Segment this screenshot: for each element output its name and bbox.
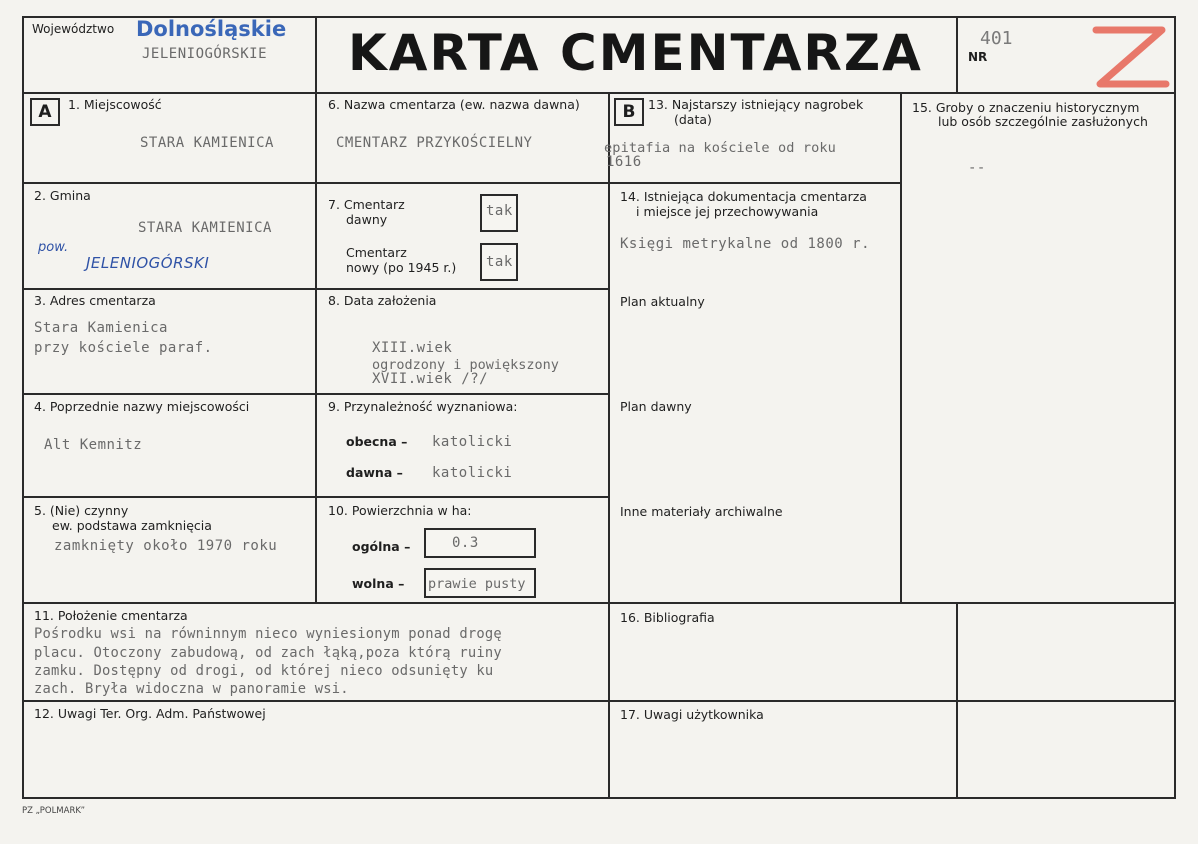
field-7-label: 7. Cmentarz xyxy=(328,197,405,212)
field-2-value: STARA KAMIENICA xyxy=(138,220,272,236)
field-11-line2: placu. Otoczony zabudową, od zach łąką,poza którą ruiny xyxy=(34,645,502,661)
field-8-label: 8. Data założenia xyxy=(328,293,437,308)
field-8-line1: XIII.wiek xyxy=(372,340,453,356)
row-line-3 xyxy=(22,393,610,395)
field-10-label: 10. Powierzchnia w ha: xyxy=(328,503,472,518)
red-z-mark xyxy=(1086,24,1172,92)
col-div-4 xyxy=(956,602,958,798)
row-line-1 xyxy=(22,182,610,184)
col-div-2 xyxy=(608,92,610,798)
field-2-hand-prefix: pow. xyxy=(38,240,69,255)
page-title: KARTA CMENTARZA xyxy=(348,24,923,82)
plan-dawny-label: Plan dawny xyxy=(620,399,692,414)
field-10-wolna-value: prawie pusty xyxy=(428,576,526,592)
field-15-label: 15. Groby o znaczeniu historycznym xyxy=(912,100,1140,115)
col-div-3 xyxy=(900,92,902,604)
field-13-line2: 1616 xyxy=(606,154,642,170)
field-8-line3: XVII.wiek /?/ xyxy=(372,371,489,387)
field-14-sublabel: i miejsce jej przechowywania xyxy=(636,204,819,219)
field-12-label: 12. Uwagi Ter. Org. Adm. Państwowej xyxy=(34,706,266,721)
field-7-new-label: Cmentarz xyxy=(346,245,407,260)
field-11-label: 11. Położenie cmentarza xyxy=(34,608,188,623)
field-4-value: Alt Kemnitz xyxy=(44,437,143,453)
nr-label: NR xyxy=(968,50,988,64)
field-9-dawna-label: dawna – xyxy=(346,465,403,480)
field-3-line1: Stara Kamienica xyxy=(34,320,168,336)
field-13-line1: epitafia na kościele od roku xyxy=(604,140,836,156)
frame-left xyxy=(22,16,24,799)
field-4-label: 4. Poprzednie nazwy miejscowości xyxy=(34,399,250,414)
header-div-2 xyxy=(956,16,958,94)
field-11-line4: zach. Bryła widoczna w panoramie wsi. xyxy=(34,681,349,697)
header-div-1 xyxy=(315,16,317,94)
row-line-6 xyxy=(22,700,1176,702)
nr-value: 401 xyxy=(980,28,1013,49)
field-14-value: Księgi metrykalne od 1800 r. xyxy=(620,236,871,252)
field-11-line3: zamku. Dostępny od drogi, od której nieco odsunięty ku xyxy=(34,663,494,679)
field-2-hand-value: JELENIOGÓRSKI xyxy=(86,254,210,272)
printer-mark: PZ „POLMARK” xyxy=(22,806,86,816)
section-b-marker: B xyxy=(614,98,644,126)
region-typed: JELENIOGÓRSKIE xyxy=(142,46,268,62)
row-line-b xyxy=(608,182,902,184)
row-line-5 xyxy=(22,602,1176,604)
col-div-1 xyxy=(315,92,317,604)
field-7-new-sublabel: nowy (po 1945 r.) xyxy=(346,260,457,275)
field-6-value: CMENTARZ PRZYKOŚCIELNY xyxy=(336,135,533,151)
field-17-label: 17. Uwagi użytkownika xyxy=(620,707,764,722)
field-1-value: STARA KAMIENICA xyxy=(140,135,274,151)
field-2-label: 2. Gmina xyxy=(34,188,91,203)
region-stamp: Dolnośląskie xyxy=(136,17,287,41)
field-15-sublabel: lub osób szczególnie zasłużonych xyxy=(938,114,1148,129)
field-9-label: 9. Przynależność wyznaniowa: xyxy=(328,399,518,414)
row-line-4 xyxy=(22,496,610,498)
inne-materialy-label: Inne materiały archiwalne xyxy=(620,504,783,519)
field-3-label: 3. Adres cmentarza xyxy=(34,293,156,308)
frame-bottom xyxy=(22,797,1176,799)
header-bottom-line xyxy=(22,92,1176,94)
section-a-marker: A xyxy=(30,98,60,126)
field-13-sublabel: (data) xyxy=(674,112,712,127)
field-14-label: 14. Istniejąca dokumentacja cmentarza xyxy=(620,189,867,204)
plan-aktualny-label: Plan aktualny xyxy=(620,294,705,309)
field-9-obecna-value: katolicki xyxy=(432,434,513,450)
row-line-2 xyxy=(22,288,610,290)
field-10-ogolna-value: 0.3 xyxy=(452,535,479,551)
field-5-value: zamknięty około 1970 roku xyxy=(54,538,278,554)
field-5-label: 5. (Nie) czynny xyxy=(34,503,129,518)
field-3-line2: przy kościele paraf. xyxy=(34,340,213,356)
field-10-wolna-label: wolna – xyxy=(352,576,405,591)
field-7-sublabel: dawny xyxy=(346,212,388,227)
wojewodztwo-label: Województwo xyxy=(32,22,115,36)
field-7-old-value: tak xyxy=(486,203,513,219)
field-6-label: 6. Nazwa cmentarza (ew. nazwa dawna) xyxy=(328,97,580,112)
field-7-new-value: tak xyxy=(486,254,513,270)
field-9-obecna-label: obecna – xyxy=(346,434,408,449)
field-8-line2: ogrodzony i powiększony xyxy=(372,357,559,373)
field-10-ogolna-label: ogólna – xyxy=(352,539,411,554)
field-1-label: 1. Miejscowość xyxy=(68,97,162,112)
field-15-value: -- xyxy=(968,160,986,176)
field-11-line1: Pośrodku wsi na równinnym nieco wyniesionym ponad drogę xyxy=(34,626,502,642)
field-9-dawna-value: katolicki xyxy=(432,465,513,481)
field-10-ogolna-box xyxy=(424,528,536,558)
frame-right xyxy=(1174,16,1176,799)
field-16-label: 16. Bibliografia xyxy=(620,610,715,625)
field-5-sublabel: ew. podstawa zamknięcia xyxy=(52,518,212,533)
field-13-label: 13. Najstarszy istniejący nagrobek xyxy=(648,97,864,112)
